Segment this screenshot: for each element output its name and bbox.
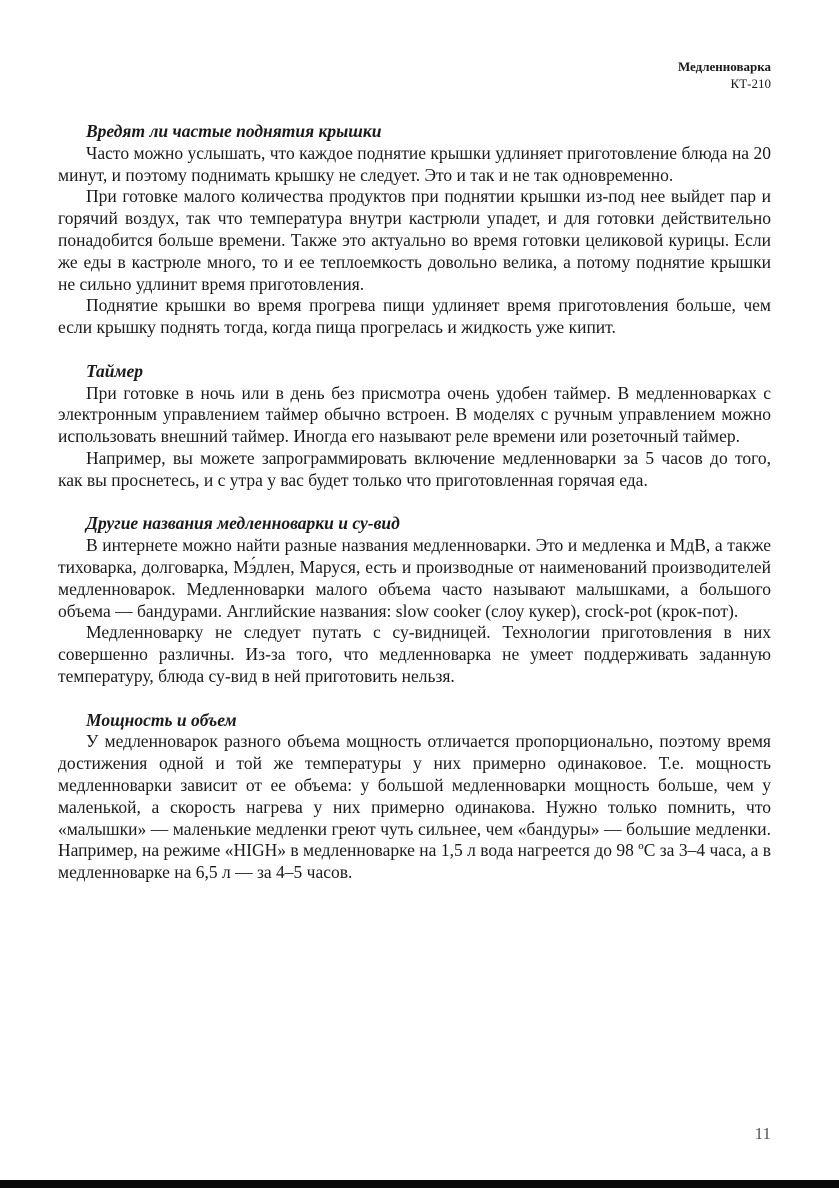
page-header: [678, 58, 771, 92]
section-timer: [58, 361, 771, 492]
page-number: 11: [754, 1124, 771, 1143]
paragraph: У медленноварок разного объема мощность отличается пропорционально, поэтому время достижения одной и той же температуры у них примерно одинаковое. Т.е. мощность медленноварки зависит от ее объема: у большой медленноварки мощность больше, чем у маленькой, а скорость нагрева у них примерно одинакова. Нужно только помнить, что «малышки» — маленькие медленки греют чуть сильнее, чем «бандуры» — большие медленки. Например, на режиме «HIGH» в медленноварке на 1,5 л вода нагреется до 98 ºС за 3–4 часа, а в медленноварке на 6,5 л — за 4–5 часов.: [58, 731, 771, 883]
section-heading: Вредят ли частые поднятия крышки: [86, 121, 382, 141]
section-heading: Таймер: [86, 360, 144, 381]
section-heading: Мощность и объем: [86, 709, 237, 730]
paragraph: Поднятие крышки во время прогрева пищи удлиняет время приготовления больше, чем если крышку поднять тогда, когда пища прогрелась и жидкость уже кипит.: [58, 295, 771, 338]
section-power-volume: [58, 710, 771, 884]
page-content: [58, 121, 771, 906]
section-lid-lifting: [58, 121, 771, 339]
paragraph: Медленноварку не следует путать с су-видницей. Технологии приготовления в них совершенно различны. Из-за того, что медленноварка не умеет поддерживать заданную температуру, блюда су-вид в ней приготовить нельзя.: [58, 622, 771, 686]
paragraph: Например, вы можете запрограммировать включение медленноварки за 5 часов до того, как вы проснетесь, и с утра у вас будет только что приготовленная горячая еда.: [58, 447, 771, 490]
paragraph: При готовке малого количества продуктов при поднятии крышки из-под нее выйдет пар и горячий воздух, так что температура внутри кастрюли упадет, и для готовки действительно понадобится больше времени. Также это актуально во время готовки целиковой курицы. Если же еды в кастрюле много, то и ее теплоемкость довольно велика, а потому поднятие крышки не сильно удлинит время приготовления.: [58, 186, 771, 294]
paragraph: При готовке в ночь или в день без присмотра очень удобен таймер. В медленноварках с электронным управлением таймер обычно встроен. В моделях с ручным управлением можно использовать внешний таймер. Иногда его называют реле времени или розеточный таймер.: [58, 382, 771, 447]
section-heading: Другие названия медленноварки и су-вид: [86, 513, 400, 534]
header-model: КТ-210: [730, 76, 771, 91]
section-other-names: [58, 513, 771, 687]
bottom-edge-bar: [0, 1180, 839, 1188]
header-title: Медленноварка: [677, 59, 771, 74]
paragraph: Часто можно услышать, что каждое поднятие крышки удлиняет приготовление блюда на 20 минут, и поэтому поднимать крышку не следует. Это и так и не так одновременно.: [58, 142, 771, 185]
paragraph: В интернете можно найти разные названия медленноварки. Это и медленка и МдВ, а также тиховарка, долговарка, Мэ́длен, Маруся, есть и производные от наименований производителей медленноварок. Медленноварки малого объема часто называют малышками, а большого объема — бандурами. Английские названия: slow cooker (слоу кукер), crock-pot (крок-пот).: [58, 535, 771, 621]
